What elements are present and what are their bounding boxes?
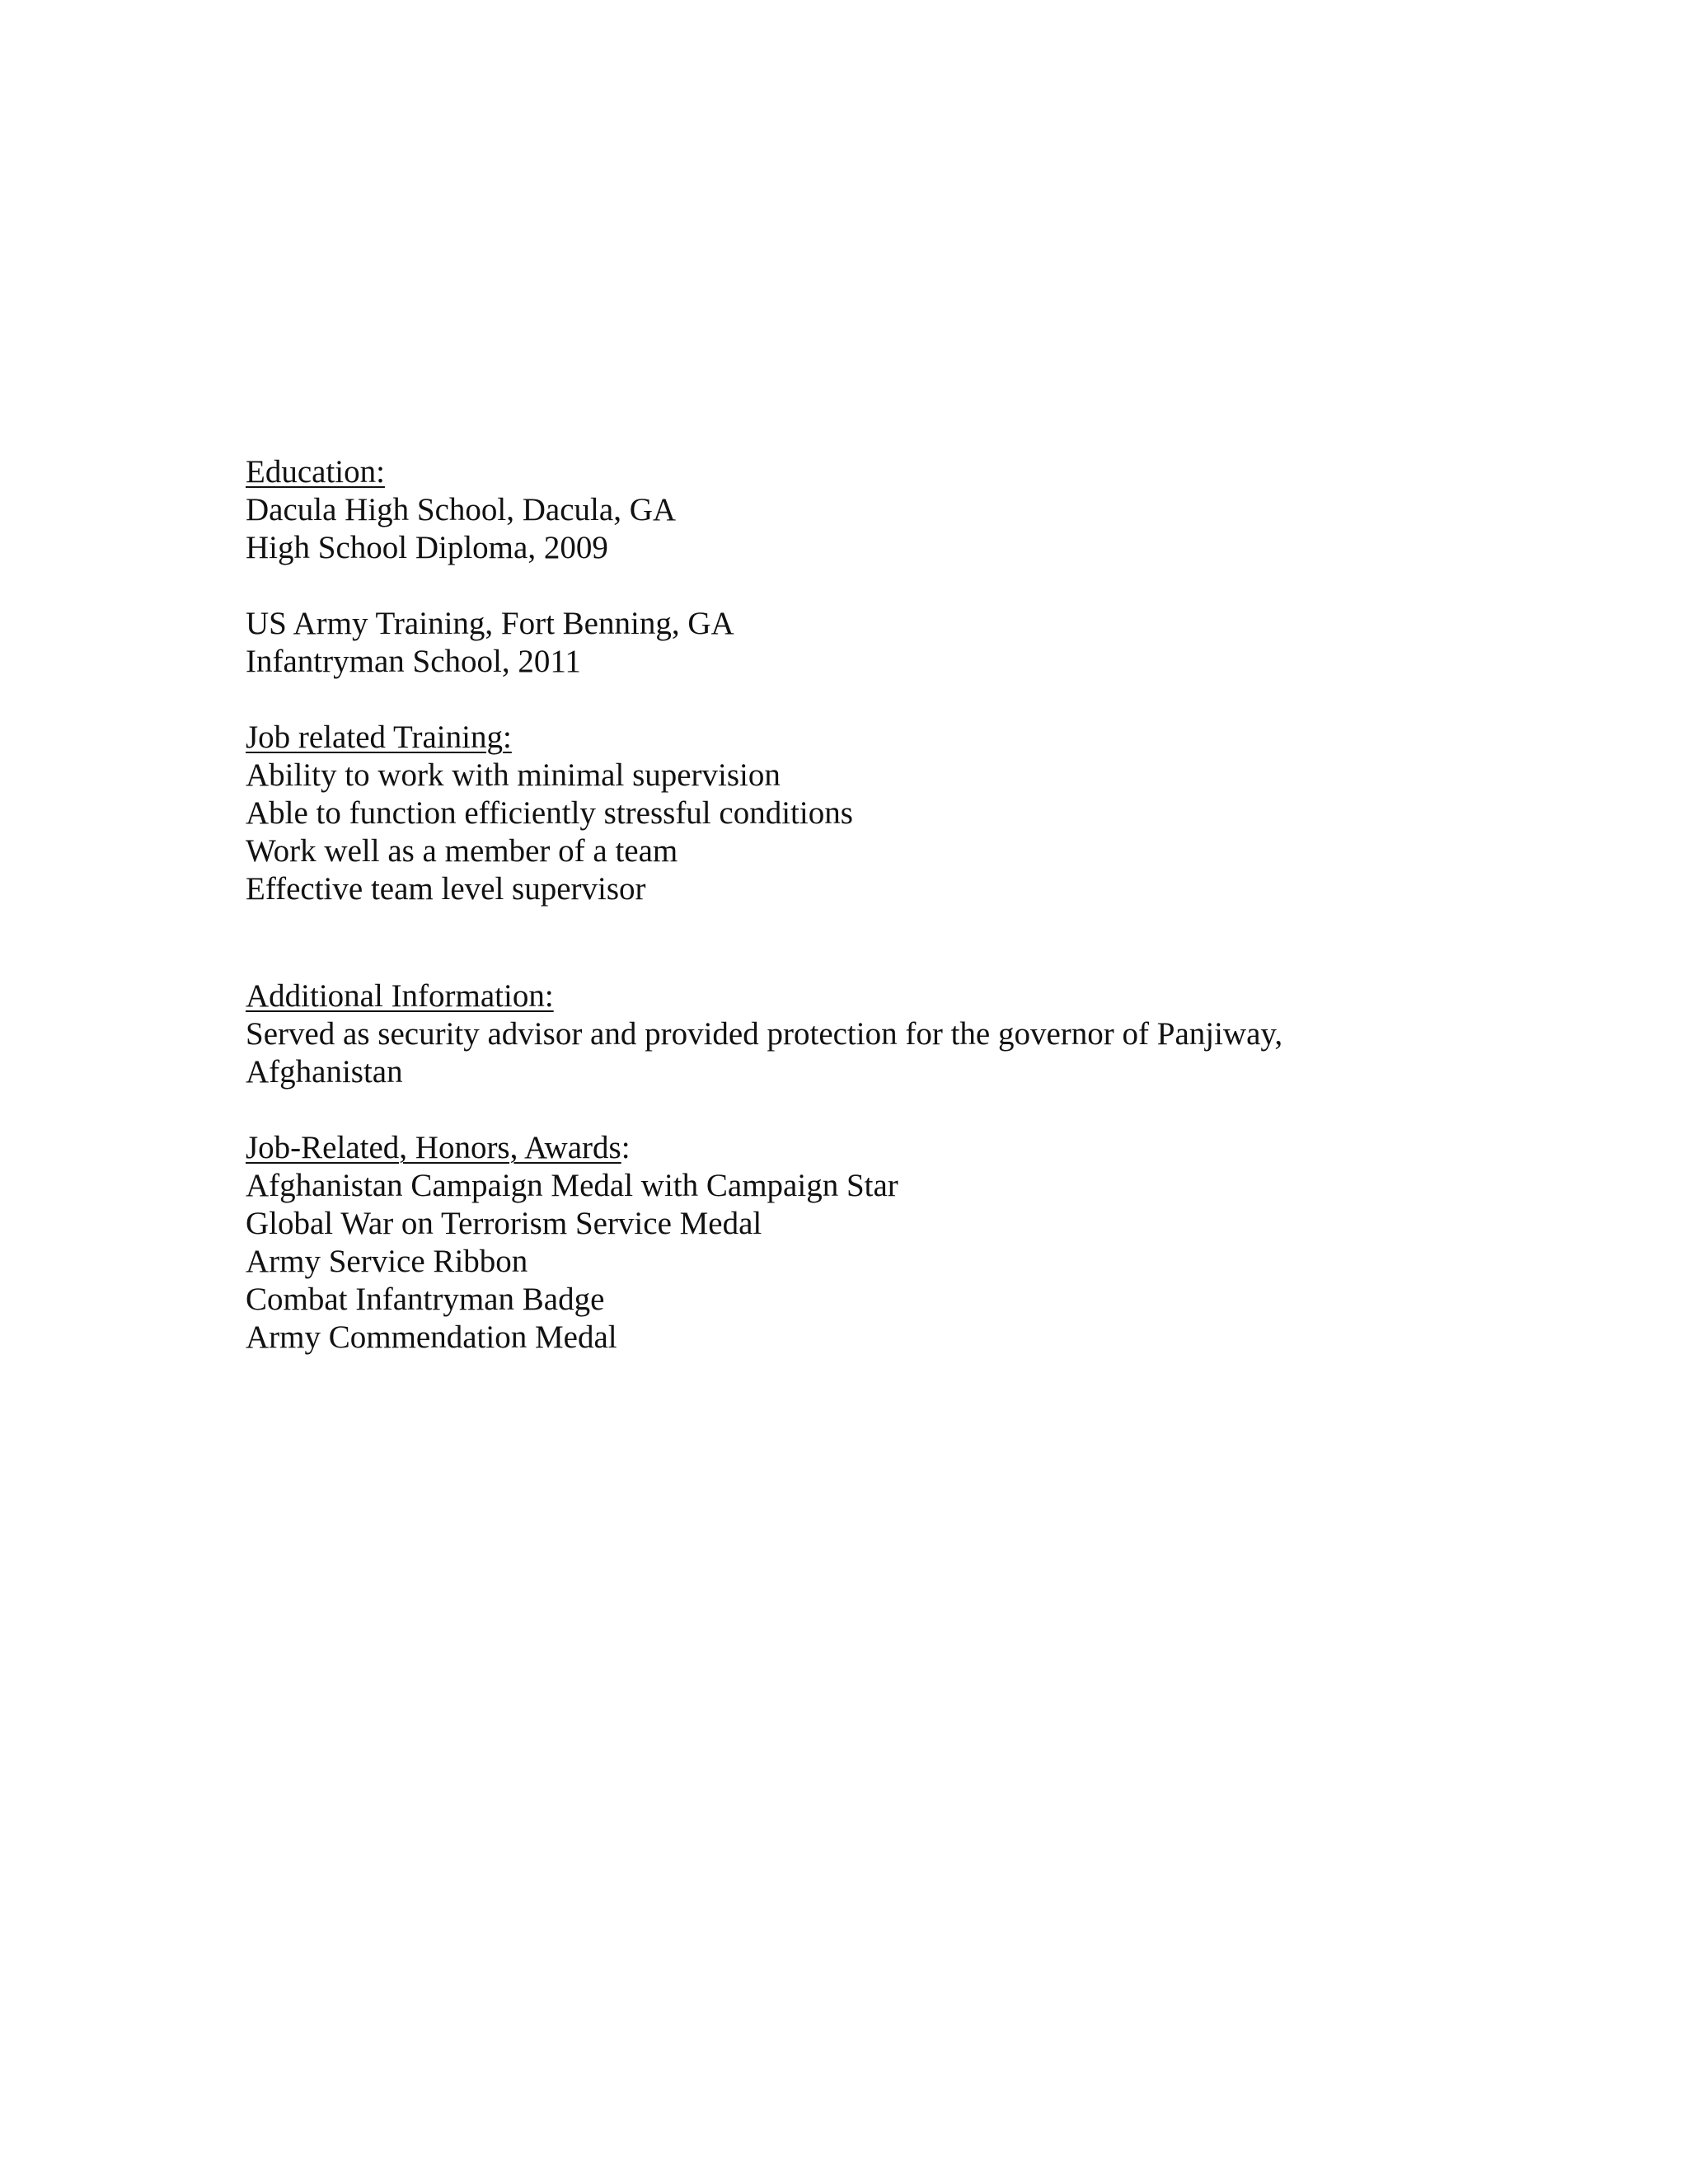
- additional-heading: [246, 977, 1606, 1015]
- training-line: Effective team level supervisor: [246, 871, 646, 907]
- education-heading-text: Education:: [246, 454, 385, 490]
- awards-section: [246, 1129, 1606, 1357]
- education-line: US Army Training, Fort Benning, GA: [246, 606, 734, 641]
- training-heading-text: Job related Training:: [246, 719, 512, 755]
- training-heading: [246, 719, 1606, 757]
- training-section: [246, 719, 1606, 908]
- education-section: [246, 453, 1606, 681]
- education-line: High School Diploma, 2009: [246, 530, 608, 565]
- spacer: [246, 567, 1606, 605]
- education-heading: [246, 453, 1606, 491]
- education-line: Infantryman School, 2011: [246, 644, 581, 679]
- award-item: Afghanistan Campaign Medal with Campaign Star: [246, 1168, 898, 1203]
- spacer: [246, 1091, 1606, 1129]
- award-item: Combat Infantryman Badge: [246, 1282, 605, 1317]
- education-line: Dacula High School, Dacula, GA: [246, 492, 677, 527]
- award-item: Global War on Terrorism Service Medal: [246, 1206, 762, 1241]
- awards-heading-colon: :: [621, 1130, 631, 1165]
- awards-heading: [246, 1129, 1606, 1167]
- resume-content: [246, 453, 1606, 1357]
- award-item: Army Commendation Medal: [246, 1319, 617, 1355]
- award-item: Army Service Ribbon: [246, 1244, 528, 1279]
- additional-section: [246, 977, 1606, 1091]
- additional-text-line: Served as security advisor and provided protection for the governor of Panjiway,: [246, 1016, 1283, 1052]
- training-line: Ability to work with minimal supervision: [246, 757, 781, 793]
- awards-heading-text: Job-Related, Honors, Awards: [246, 1130, 621, 1165]
- training-line: Able to function efficiently stressful conditions: [246, 795, 853, 831]
- training-line: Work well as a member of a team: [246, 833, 678, 869]
- additional-heading-text: Additional Information:: [246, 978, 554, 1014]
- spacer: [246, 908, 1606, 977]
- additional-text-line: Afghanistan: [246, 1054, 403, 1090]
- spacer: [246, 681, 1606, 719]
